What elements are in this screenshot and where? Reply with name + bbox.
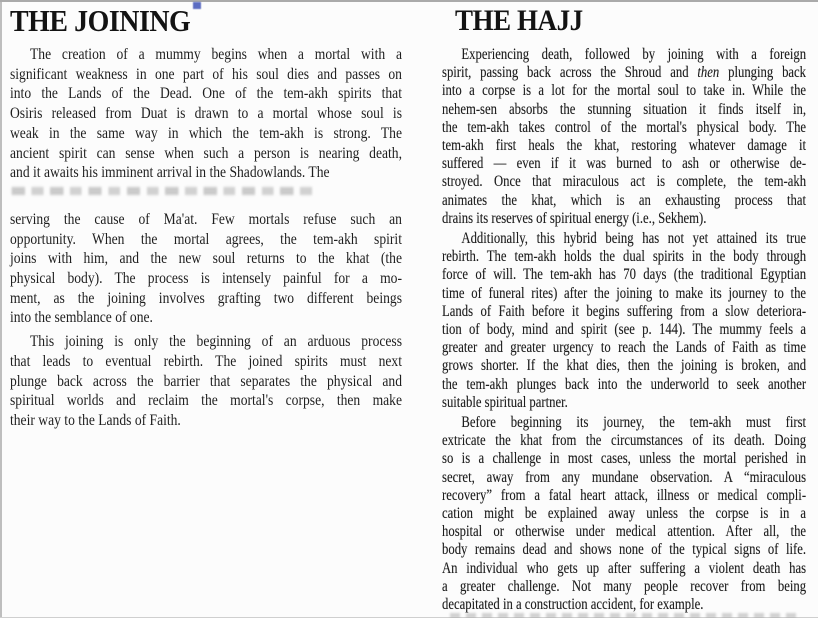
text-line: extricate the khat from the circumstances of its death. Doing	[442, 432, 807, 450]
text-line: animates the khat, which is an exhausting process that	[442, 191, 807, 209]
text-line: spiritual worlds and reclaim the mortal's corpse, then make	[10, 390, 402, 410]
text-line: so is a challenge in most cases, unless the mortal perished in	[442, 450, 807, 468]
paragraph	[10, 331, 402, 430]
text-line: their way to the Lands of Faith.	[10, 409, 181, 429]
text-line: into a corpse is a lot for the mortal soul to take in. While the	[442, 82, 807, 100]
scan-left-edge	[0, 0, 2, 618]
text-line: Osiris released from Duat is drawn to a mortal whose soul is	[10, 103, 402, 123]
text-line: decapitated in a construction accident, for example.	[442, 596, 704, 614]
text-line: nehem-sen absorbs the stunning situation it finds itself in,	[442, 100, 807, 118]
text-line: tion of body, mind and spirit (see p. 144). The mummy feels a	[442, 321, 807, 339]
text-line: that leads to eventual rebirth. The joined spirits must next	[10, 350, 402, 370]
text-line: drains its reserves of spiritual energy (i.e., Sekhem).	[442, 209, 707, 227]
text-line: recovery” from a fatal heart attack, illness or medical compli-	[442, 486, 807, 504]
paragraph	[10, 209, 402, 327]
paragraphs	[10, 44, 402, 430]
text-line: cation might be explained away unless the corpse is in a	[442, 505, 807, 523]
paragraph	[442, 414, 806, 614]
section-heading-the-hajj: THE HAJJ	[455, 4, 583, 37]
text-line: body remains dead and shows none of the typical signs of life.	[442, 541, 807, 559]
scan-top-edge	[0, 0, 818, 2]
text-line: rebirth. The tem-akh holds the dual spirits in the body through	[442, 248, 807, 266]
text-line: spirit, passing back across the Shroud and then plunging back	[442, 64, 807, 82]
text-line: suitable spiritual partner.	[442, 393, 568, 411]
paragraphs	[442, 46, 806, 614]
text-line: Lands of Faith before it begins suffering from a slow deteriora-	[442, 302, 807, 320]
text-line: Additionally, this hybrid being has not yet attained its true	[461, 230, 807, 248]
text-line: grows shorter. If the khat dies, then the joining is broken, and	[442, 357, 807, 375]
text-line: time of funeral rites) after the joining to make its journey to the	[442, 284, 807, 302]
blue-scan-artifact	[193, 2, 201, 9]
text-line: This joining is only the beginning of an arduous process	[30, 331, 402, 351]
text-column-left	[10, 4, 402, 430]
text-line: joins with him, and the new soul returns to the khat (the	[10, 248, 402, 268]
paragraph	[10, 44, 402, 182]
text-line: into the Lands of the Dead. One of the tem-akh spirits that	[10, 83, 402, 103]
text-line: ancient spirit can sense when such a person is nearing death,	[10, 142, 402, 162]
text-line: opportunity. When the mortal agrees, the tem-akh spirit	[10, 228, 402, 248]
section-heading-the-joining: THE JOINING	[10, 3, 191, 38]
text-line: significant weakness in one part of his soul dies and passes on	[10, 63, 402, 83]
paragraph	[442, 46, 806, 228]
text-line: The creation of a mummy begins when a mortal with a	[30, 44, 402, 63]
text-line: a greater challenge. Not many people recover from being	[442, 577, 807, 595]
text-column-right	[442, 4, 806, 614]
text-line: Before beginning its journey, the tem-akh must first	[461, 414, 807, 432]
text-line: tem-akh first heals the khat, restoring whatever damage it	[442, 137, 807, 155]
text-line: serving the cause of Ma'at. Few mortals refuse such an	[10, 208, 402, 228]
text-line: the tem-akh takes control of the mortal's physical body. The	[442, 118, 807, 136]
text-line: secret, away from any mundane observation. A “miraculous	[442, 468, 807, 486]
text-line: An individual who gets up after suffering a violent death has	[442, 559, 807, 577]
paragraph	[442, 230, 806, 412]
text-line: greater and greater urgency to reach the Lands of Faith as time	[442, 339, 807, 357]
text-line: into the semblance of one.	[10, 307, 153, 327]
text-line: force of will. The tem-akh has 70 days (the traditional Egyptian	[442, 266, 807, 284]
text-line: the tem-akh plunges back into the underworld to seek another	[442, 375, 807, 393]
text-line: hospital or otherwise under medical attention. After all, the	[442, 523, 807, 541]
text-line: weak in the same way in which the tem-akh is strong. The	[10, 122, 402, 142]
text-line: suffered — even if it was burned to ash or otherwise de-	[442, 155, 807, 173]
text-line: Experiencing death, followed by joining with a foreign	[461, 46, 807, 63]
text-line: ment, as the joining involves grafting two different beings	[10, 287, 402, 307]
text-line: and it awaits his imminent arrival in the Shadowlands. The	[10, 162, 330, 182]
erased-line-artifact	[12, 187, 318, 195]
text-line: physical body). The process is intensely painful for a mo-	[10, 268, 402, 288]
text-line: plunge back across the barrier that separates the physical and	[10, 370, 402, 390]
cut-off-text-line-artifact	[450, 613, 800, 618]
text-line: stroyed. Once that miraculous act is complete, the tem-akh	[442, 173, 807, 191]
